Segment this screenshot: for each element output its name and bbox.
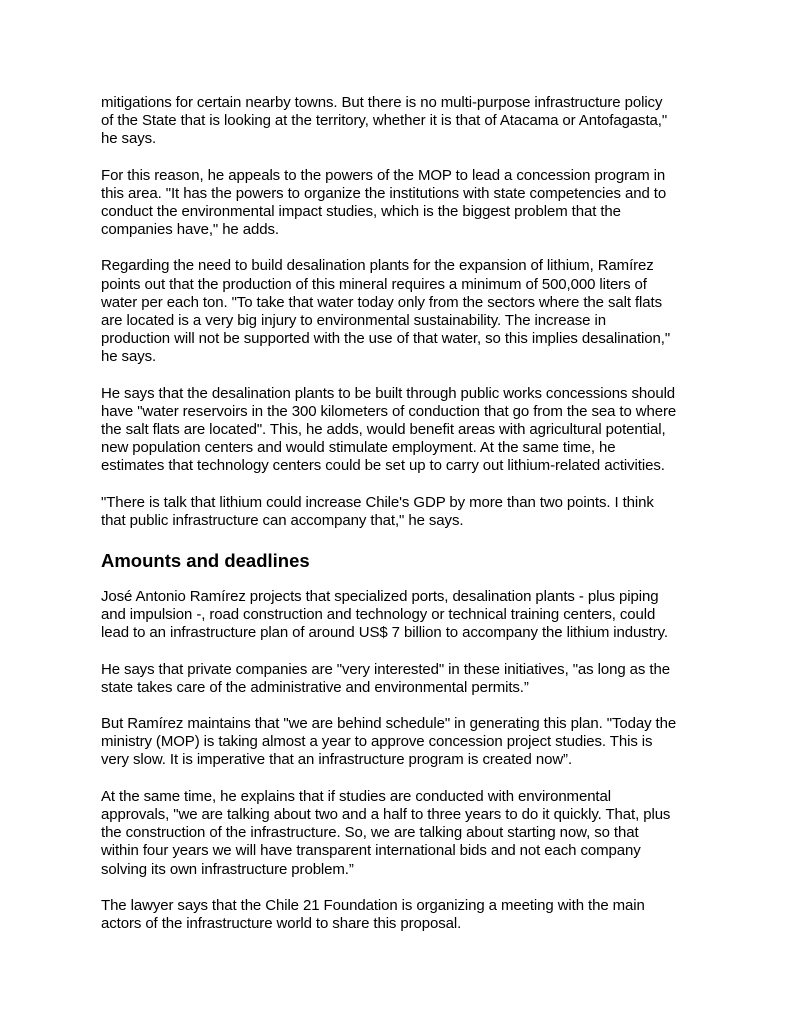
paragraph-private-companies: He says that private companies are "very interested" in these initiatives, "as long as the state takes care of the administrative and environmental permits.” xyxy=(101,660,670,696)
section-heading: Amounts and deadlines xyxy=(101,550,310,572)
paragraph-infrastructure-plan: José Antonio Ramírez projects that specialized ports, desalination plants - plus piping and impulsion -, road construction and technology or technical training centers, could lead to an infrastructure plan of around US$ 7 billion to accompany the lithium industry. xyxy=(101,588,668,642)
paragraph-mop-powers: For this reason, he appeals to the powers of the MOP to lead a concession program in this area. "It has the powers to organize the institutions with state competencies and to conduct the environmental impact studies, which is the biggest problem that the companies have," he adds. xyxy=(101,166,667,239)
paragraph-desalination-need: Regarding the need to build desalination plants for the expansion of lithium, Ramírez points out that the production of this mineral requires a minimum of 500,000 liters of water per each ton. "To take that water today only from the sectors where the salt flats are located is a very big injury to environmental sustainability. The increase in production will not be supported with the use of that water, so this implies desalination," he says. xyxy=(101,257,671,366)
paragraph-mitigations: mitigations for certain nearby towns. But there is no multi-purpose infrastructure policy of the State that is looking at the territory, whether it is that of Atacama or Antofagasta," he says. xyxy=(101,94,668,148)
paragraph-behind-schedule: But Ramírez maintains that "we are behind schedule" in generating this plan. "Today the ministry (MOP) is taking almost a year to approve concession project studies. This is very slow. It is imperative that an infrastructure program is created now”. xyxy=(101,715,677,769)
paragraph-timeline: At the same time, he explains that if studies are conducted with environmental approvals, "we are talking about two and a half to three years to do it quickly. That, plus the construction of the infrastructure. So, we are talking about starting now, so that within four years we will have transparent international bids and not each company solving its own infrastructure problem.” xyxy=(101,787,671,878)
paragraph-foundation-meeting: The lawyer says that the Chile 21 Foundation is organizing a meeting with the main actors of the infrastructure world to share this proposal. xyxy=(101,896,645,932)
paragraph-water-reservoirs: He says that the desalination plants to be built through public works concessions should have "water reservoirs in the 300 kilometers of conduction that go from the sea to where the salt flats are located". This, he adds, would benefit areas with agricultural potential, new population centers and would stimulate employment. At the same time, he estimates that technology centers could be set up to carry out lithium-related activities. xyxy=(101,384,677,475)
document-page xyxy=(101,94,711,951)
paragraph-gdp: "There is talk that lithium could increase Chile's GDP by more than two points. I think that public infrastructure can accompany that," he says. xyxy=(101,493,654,529)
